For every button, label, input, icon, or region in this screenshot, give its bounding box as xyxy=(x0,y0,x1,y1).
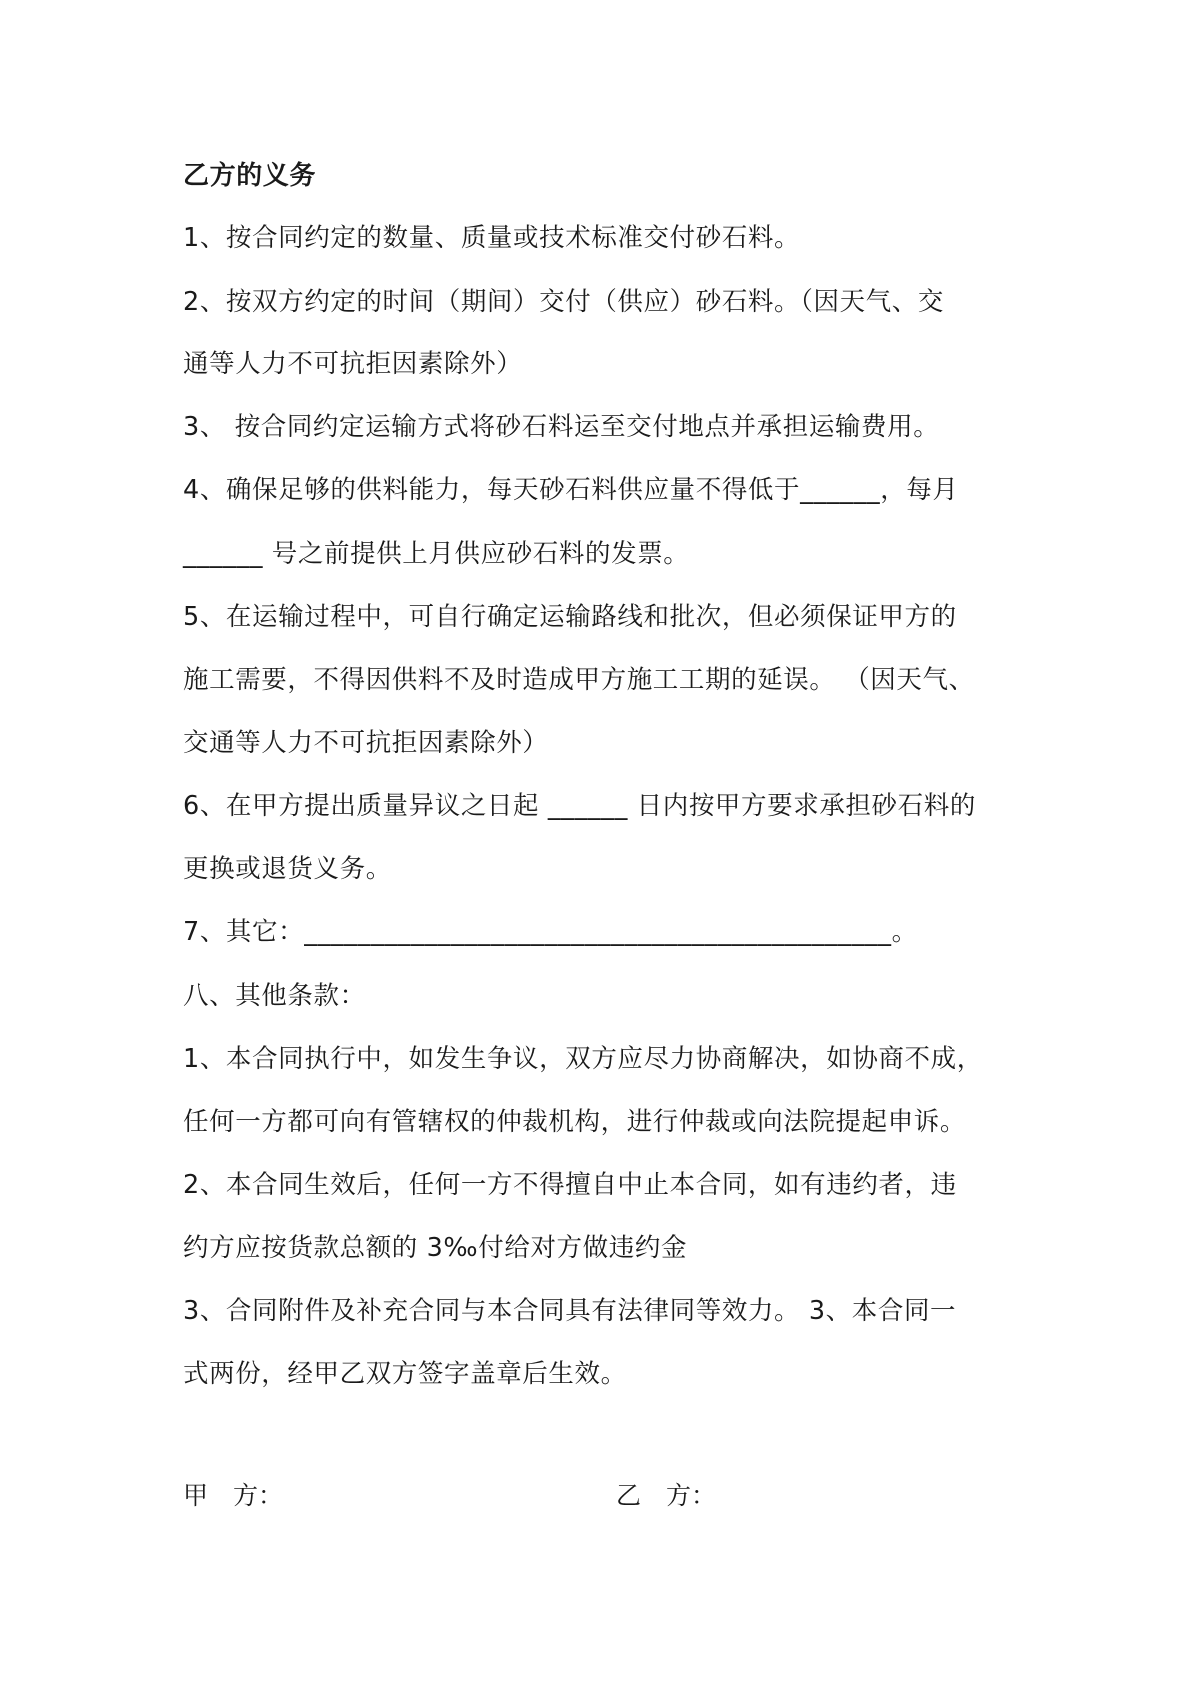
clause-line-9: 交通等人力不可抗拒因素除外） xyxy=(183,728,549,758)
clause-line-19: 式两份，经甲乙双方签字盖章后生效。 xyxy=(183,1359,627,1389)
clause-line-2: 2、按双方约定的时间（期间）交付（供应）砂石料。（因天气、交 xyxy=(183,287,944,317)
clause-line-13: 八、其他条款： xyxy=(183,981,366,1011)
clause-line-3: 通等人力不可抗拒因素除外） xyxy=(183,349,523,379)
clause-line-12: 7、其它：____________________________________________。 xyxy=(183,917,918,947)
clause-line-5: 4、确保足够的供料能力，每天砂石料供应量不得低于______，每月 xyxy=(183,475,959,505)
party-a-signature-label: 甲 方： xyxy=(183,1481,284,1510)
section-title: 乙方的义务 xyxy=(183,161,317,191)
clause-line-8: 施工需要，不得因供料不及时造成甲方施工工期的延误。 （因天气、 xyxy=(183,665,975,695)
party-b-signature-label: 乙 方： xyxy=(616,1481,717,1510)
clause-line-16: 2、本合同生效后，任何一方不得擅自中止本合同，如有违约者，违 xyxy=(183,1170,957,1200)
clause-line-7: 5、在运输过程中，可自行确定运输路线和批次，但必须保证甲方的 xyxy=(183,602,957,632)
clause-line-11: 更换或退货义务。 xyxy=(183,854,392,884)
clause-line-15: 任何一方都可向有管辖权的仲裁机构，进行仲裁或向法院提起申诉。 xyxy=(183,1107,967,1137)
clause-line-6: ______ 号之前提供上月供应砂石料的发票。 xyxy=(183,539,690,569)
clause-line-10: 6、在甲方提出质量异议之日起 ______ 日内按甲方要求承担砂石料的 xyxy=(183,791,976,821)
clause-line-17: 约方应按货款总额的 3‰付给对方做违约金 xyxy=(183,1233,688,1263)
clause-line-1: 1、按合同约定的数量、质量或技术标准交付砂石料。 xyxy=(183,223,801,253)
clause-line-18: 3、合同附件及补充合同与本合同具有法律同等效力。 3、本合同一 xyxy=(183,1296,957,1326)
clause-line-14: 1、本合同执行中，如发生争议，双方应尽力协商解决，如协商不成， xyxy=(183,1044,983,1074)
clause-line-4: 3、 按合同约定运输方式将砂石料运至交付地点并承担运输费用。 xyxy=(183,412,940,442)
